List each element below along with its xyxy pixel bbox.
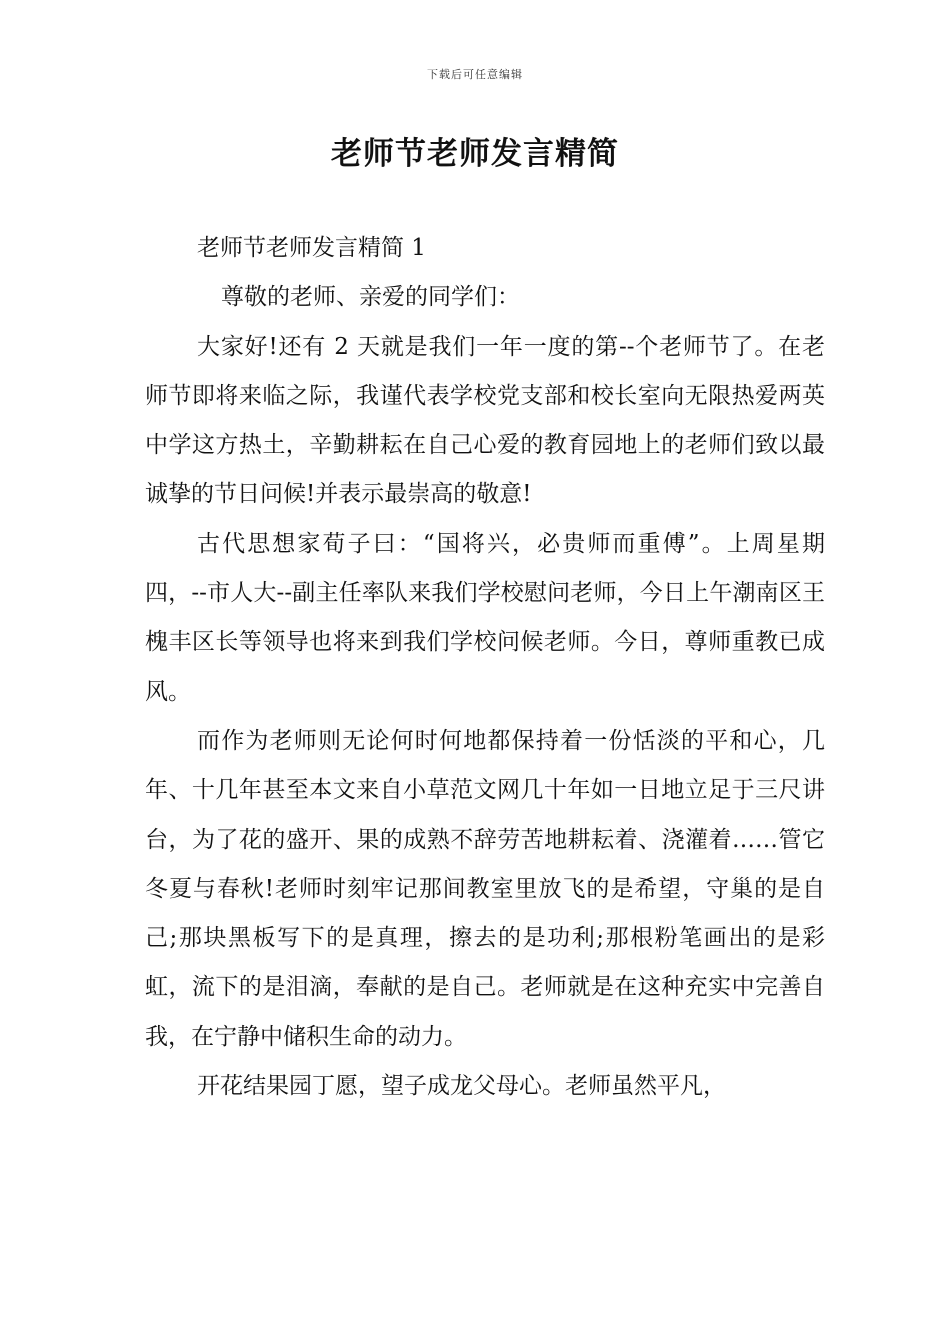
body-paragraph: 而作为老师则无论何时何地都保持着一份恬淡的平和心，几年、十几年甚至本文来自小草范文网几十年如一日地立足于三尺讲台，为了花的盛开、果的成熟不辞劳苦地耕耘着、浇灌着……管它冬夏与春秋!老师时刻牢记那间教室里放飞的是希望，守巢的是自己;那块黑板写下的是真理，擦去的是功利;那根粉笔画出的是彩虹，流下的是泪滴，奉献的是自己。老师就是在这种充实中完善自我，在宁静中储积生命的动力。	[145, 727, 825, 1050]
body-paragraph: 开花结果园丁愿，望子成龙父母心。老师虽然平凡，	[197, 1073, 726, 1100]
document-title: 老师节老师发言精简	[331, 136, 619, 172]
body-paragraph: 古代思想家荀子曰：“国将兴，必贵师而重傅”。上周星期四，--市人大--副主任率队来我们学校慰问老师，今日上午潮南区王槐丰区长等领导也将来到我们学校问候老师。今日，尊师重教已成风。	[145, 530, 825, 705]
document-body	[145, 224, 825, 1111]
section-subtitle: 老师节老师发言精简 1	[197, 235, 426, 261]
salutation: 尊敬的老师、亲爱的同学们：	[221, 284, 520, 311]
header-note: 下载后可任意编辑	[427, 68, 523, 81]
body-paragraph: 大家好!还有 2 天就是我们一年一度的第--个老师节了。在老师节即将来临之际，我谨代表学校党支部和校长室向无限热爱两英中学这方热土，辛勤耕耘在自己心爱的教育园地上的老师们致以最诚挚的节日问候!并表示最崇高的敬意!	[145, 333, 825, 508]
